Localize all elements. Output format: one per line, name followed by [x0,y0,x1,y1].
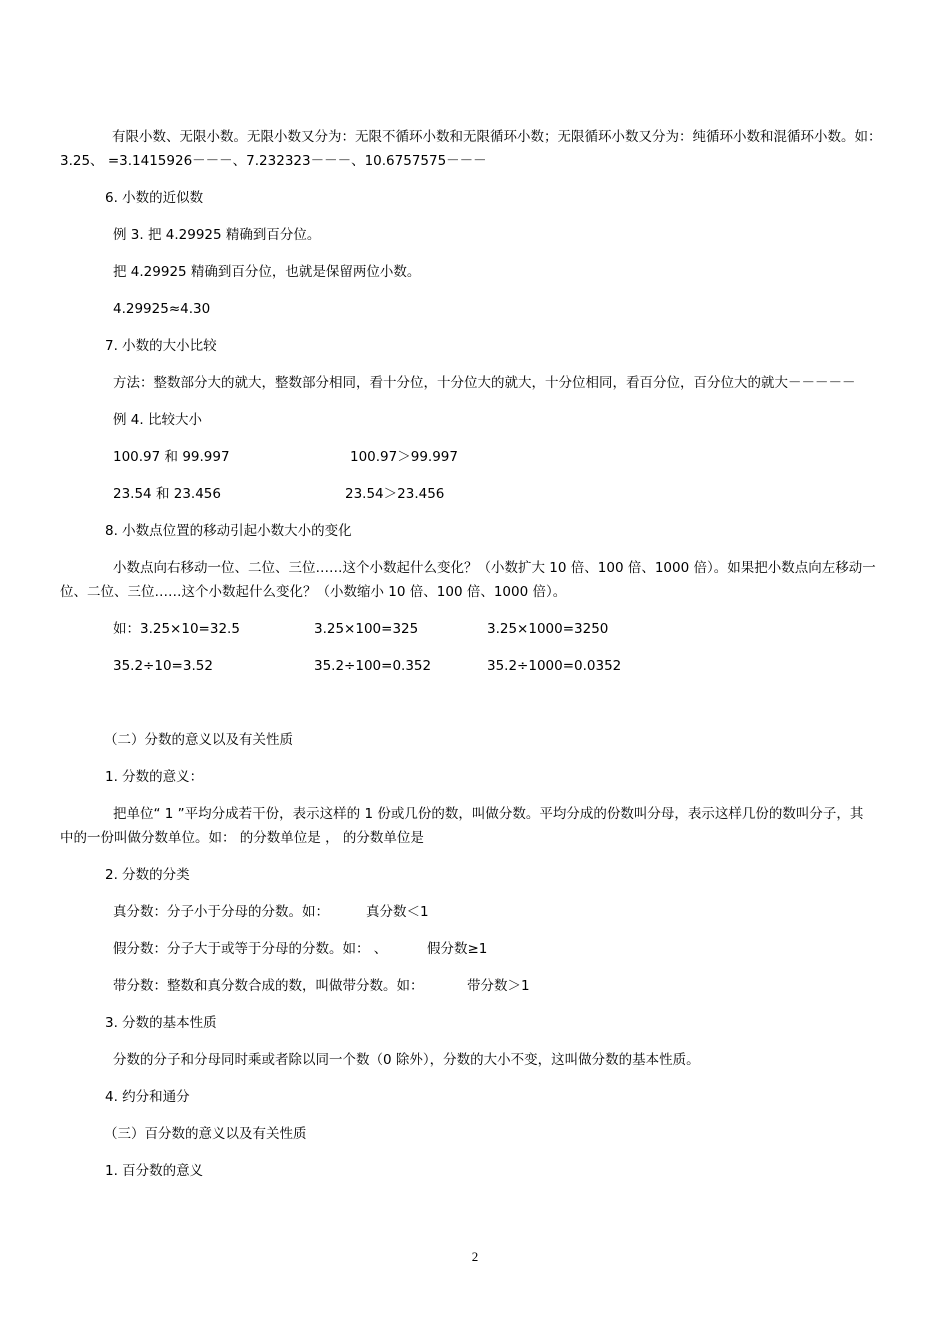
proper-fraction: 真分数：分子小于分母的分数。如： [113,904,329,920]
heading-percent-meaning: 1. 百分数的意义 [105,1163,204,1179]
improper-fraction-rule: 假分数≥1 [427,941,488,957]
fraction-definition-line2: 中的一份叫做分数单位。如： 的分数单位是 ， 的分数单位是 [60,830,424,846]
mixed-number-rule: 带分数＞1 [467,978,530,994]
shift-example: 如：3.25×10=32.5 [113,621,240,637]
shift-example: 35.2÷10=3.52 [113,658,213,674]
proper-fraction-rule: 真分数＜1 [366,904,429,920]
improper-fraction: 假分数：分子大于或等于分母的分数。如： 、 [113,941,388,957]
heading-fraction-meaning: 1. 分数的意义： [105,769,204,785]
point-shift-line1: 小数点向右移动一位、二位、三位……这个小数起什么变化？（小数扩大 10 倍、100 倍、1000 倍）。如果把小数点向左移动一 [113,560,876,576]
basic-property-text: 分数的分子和分母同时乘或者除以同一个数（0 除外），分数的大小不变，这叫做分数的基本性质。 [113,1052,700,1068]
heading-reduce-common: 4. 约分和通分 [105,1089,190,1105]
compare-pair: 100.97 和 99.997 [113,449,230,465]
section-percent: （三）百分数的意义以及有关性质 [104,1126,307,1142]
comparison-method: 方法：整数部分大的就大，整数部分相同，看十分位，十分位大的就大，十分位相同，看百分位，百分位大的就大－－－－－ [113,375,856,391]
point-shift-line2: 位、二位、三位……这个小数起什么变化？（小数缩小 10 倍、100 倍、1000 倍）。 [60,584,567,600]
heading-fraction-types: 2. 分数的分类 [105,867,190,883]
section-fractions: （二）分数的意义以及有关性质 [104,732,293,748]
example-3: 例 3. 把 4.29925 精确到百分位。 [113,227,321,243]
example-3-answer: 4.29925≈4.30 [113,301,211,317]
heading-approximation: 6. 小数的近似数 [105,190,204,206]
paragraph-decimal-types-line1: 有限小数、无限小数。无限小数又分为：无限不循环小数和无限循环小数；无限循环小数又分为：纯循环小数和混循环小数。如： [112,129,882,145]
mixed-number: 带分数：整数和真分数合成的数，叫做带分数。如： [113,978,424,994]
shift-example: 35.2÷1000=0.0352 [487,658,622,674]
example-4: 例 4. 比较大小 [113,412,202,428]
page-number: 2 [471,1249,479,1264]
fraction-definition-line1: 把单位“ 1 ”平均分成若干份，表示这样的 1 份或几份的数，叫做分数。平均分成的份数叫分母，表示这样几份的数叫分子，其 [113,806,864,822]
shift-example: 35.2÷100=0.352 [314,658,432,674]
compare-result: 23.54＞23.456 [345,486,445,502]
shift-example: 3.25×100=325 [314,621,419,637]
heading-point-shift: 8. 小数点位置的移动引起小数大小的变化 [105,523,352,539]
compare-pair: 23.54 和 23.456 [113,486,221,502]
shift-example: 3.25×1000=3250 [487,621,609,637]
compare-result: 100.97＞99.997 [350,449,458,465]
heading-basic-property: 3. 分数的基本性质 [105,1015,217,1031]
paragraph-decimal-types-line2: 3.25、 =3.1415926－－－、7.232323－－－、10.6757575－－－ [60,153,487,169]
heading-comparison: 7. 小数的大小比较 [105,338,217,354]
example-3-explanation: 把 4.29925 精确到百分位，也就是保留两位小数。 [113,264,421,280]
